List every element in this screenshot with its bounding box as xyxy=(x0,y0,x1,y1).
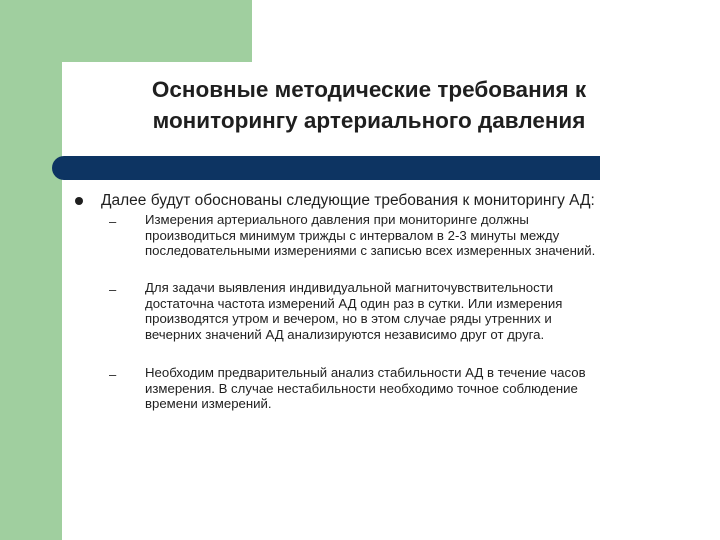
list-item-line: вечерних значений АД анализируются независимо друг от друга. xyxy=(145,326,545,342)
title-divider-bar xyxy=(52,156,600,180)
list-item-line: времени измерений. xyxy=(145,396,272,411)
list-item-line: Для задачи выявления индивидуальной магниточувствительности xyxy=(145,280,554,295)
list-item-line: производятся утром и вечером, но в этом случае ряды утренних и xyxy=(145,311,552,326)
list-item-line: Измерения артериального давления при мониторинге должны xyxy=(145,212,529,227)
dash-icon: – xyxy=(109,214,117,229)
dash-icon: – xyxy=(109,282,117,297)
list-item-line: производиться минимум трижды с интервалом в 2-3 минуты между xyxy=(145,227,560,243)
list-item-line: Необходим предварительный анализ стабильности АД в течение часов xyxy=(145,365,586,380)
list-item xyxy=(145,280,705,342)
bullet-dot-icon xyxy=(75,197,83,205)
slide-title-line: мониторингу артериального давления xyxy=(152,108,586,133)
green-side-bar xyxy=(0,0,62,540)
dash-icon: – xyxy=(109,367,117,382)
list-item xyxy=(145,212,705,259)
list-item-line: достаточна частота измерений АД один раз в сутки. Или измерения xyxy=(145,295,563,311)
main-bullet-text: Далее будут обоснованы следующие требования к мониторингу АД: xyxy=(101,192,595,209)
list-item-line: последовательными измерениями с записью всех измеренных значений. xyxy=(145,243,596,258)
list-item xyxy=(145,365,705,412)
slide-title-line: Основные методические требования к xyxy=(151,77,587,102)
list-item-line: измерения. В случае нестабильности необходимо точное соблюдение xyxy=(145,380,578,396)
slide-title xyxy=(62,74,676,136)
